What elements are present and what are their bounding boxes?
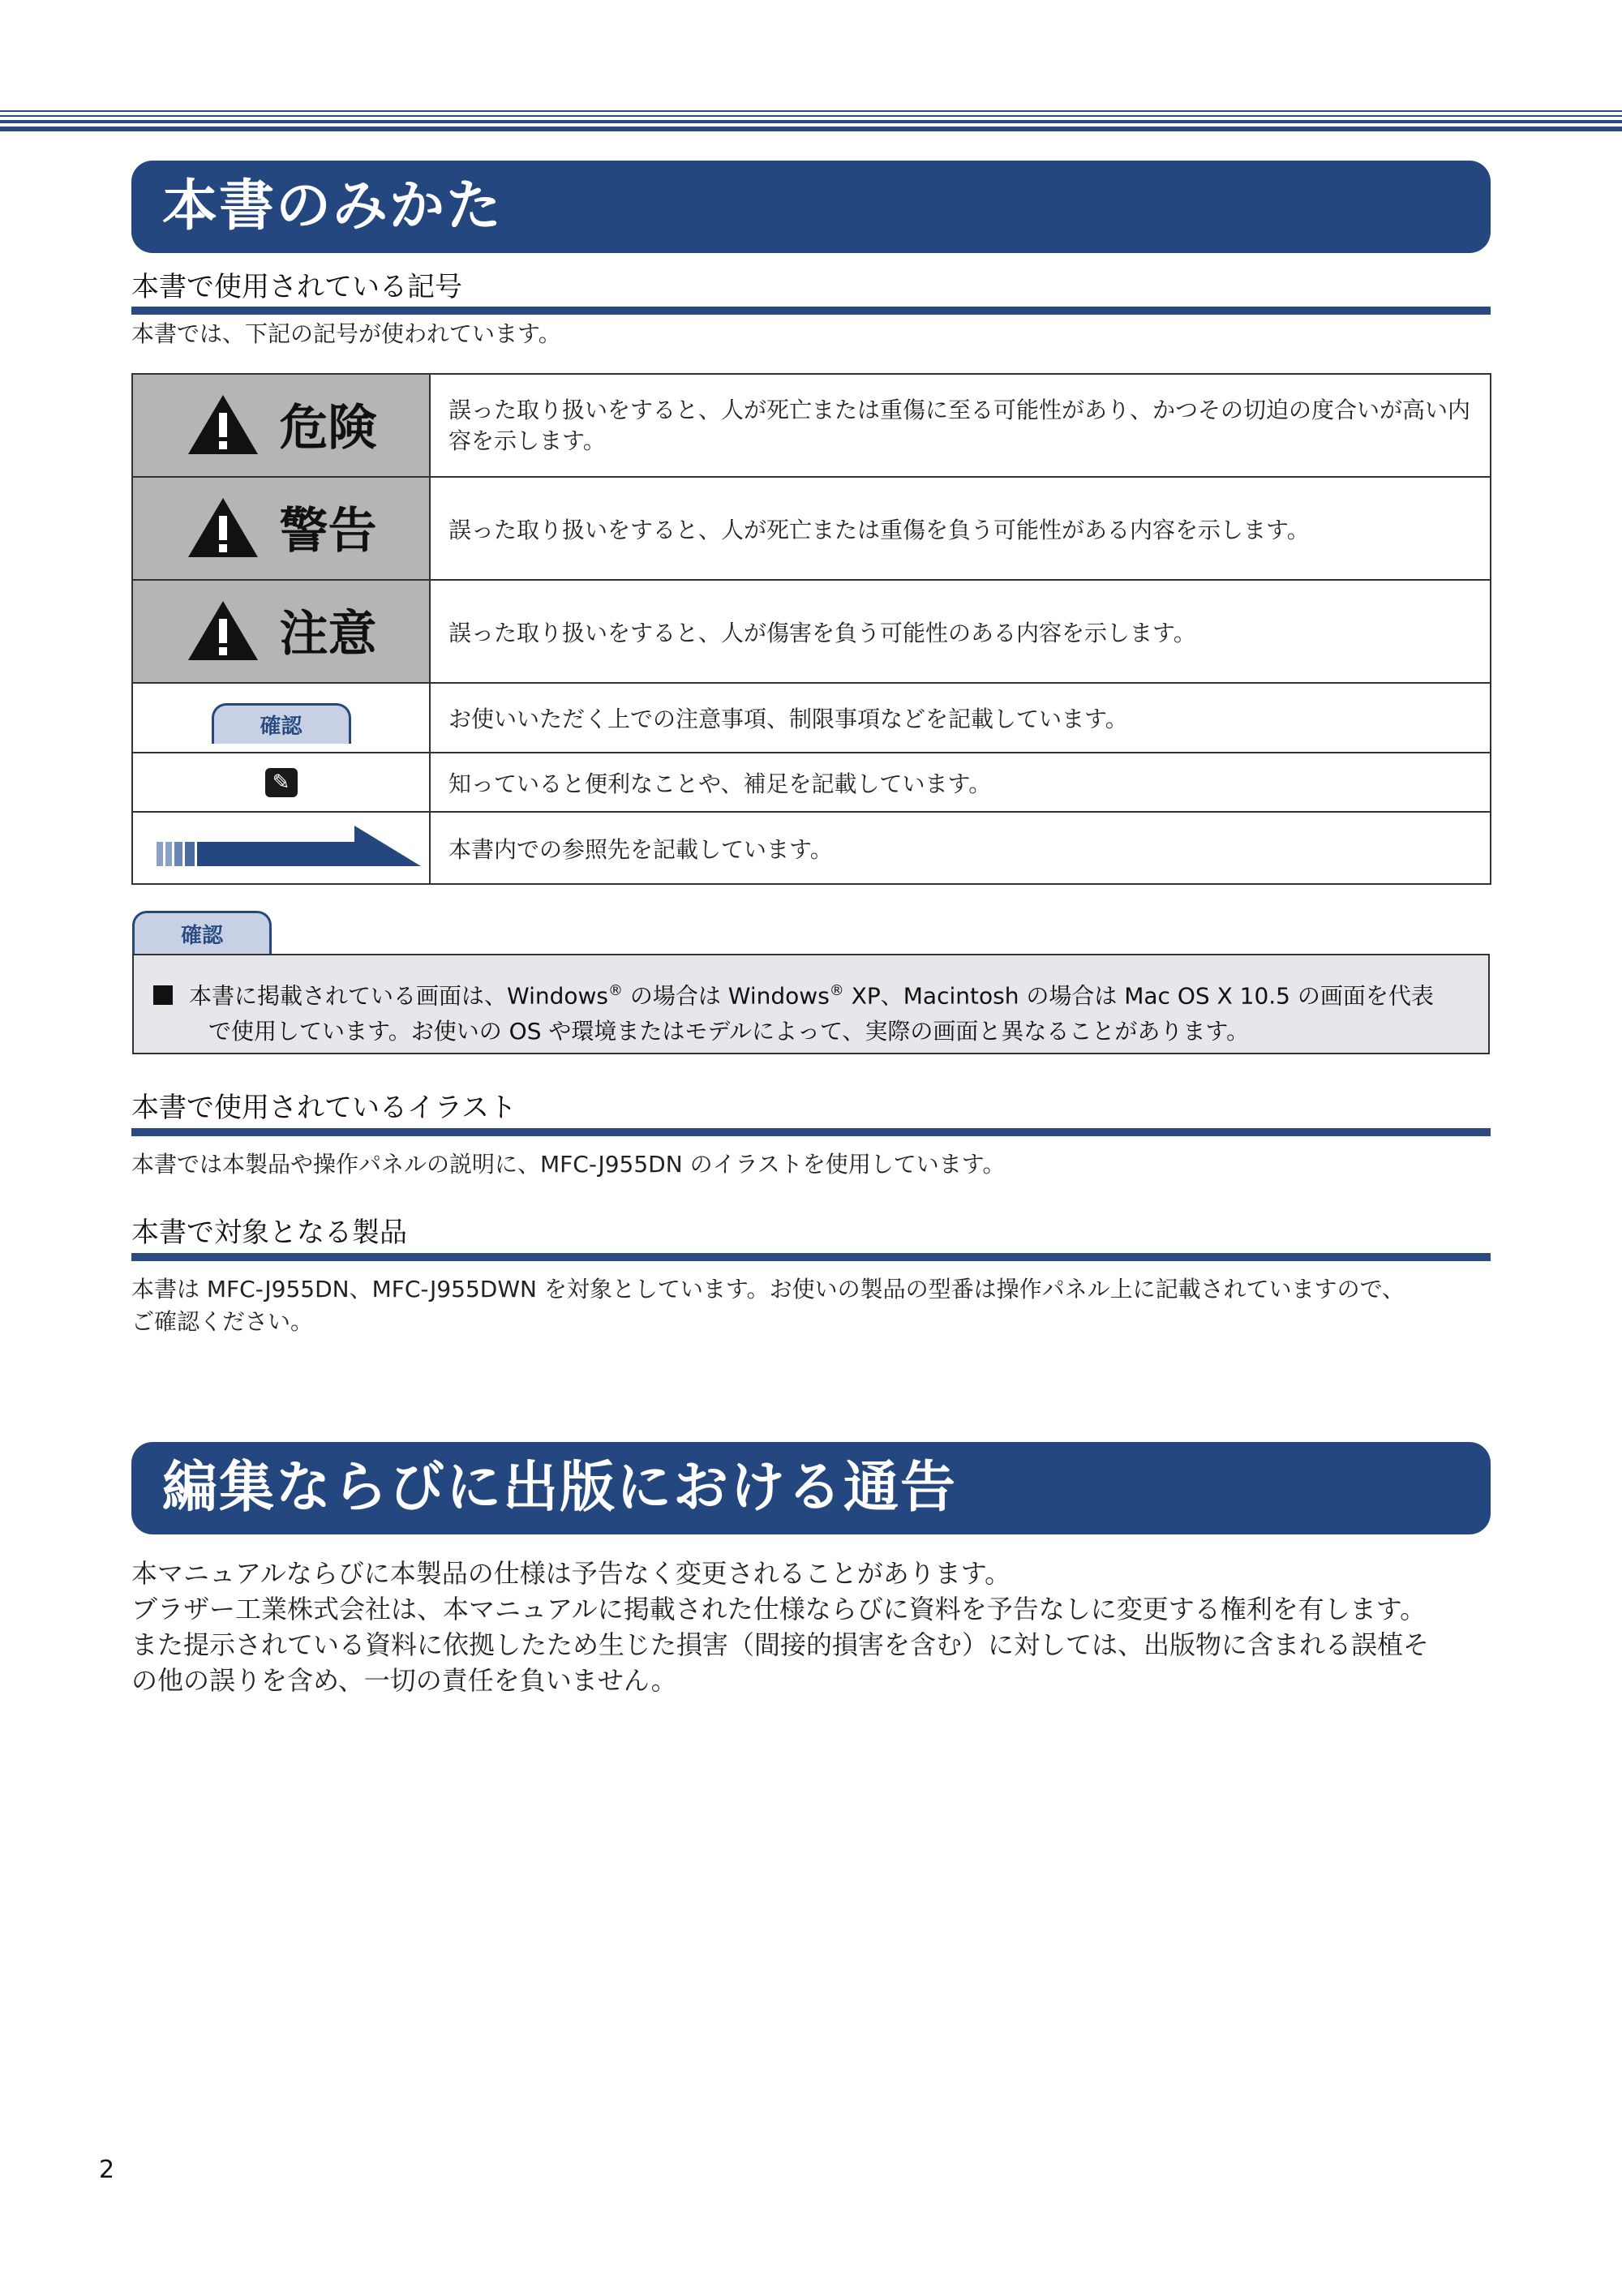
section1-intro: 本書では、下記の記号が使われています。 (131, 320, 561, 347)
section1-rule (131, 307, 1491, 315)
confirm-note-line2: で使用しています。お使いの OS や環境またはモデルによって、実際の画面と異なることがあります。 (208, 1018, 1250, 1045)
table-row (132, 374, 1491, 477)
warning-description: 誤った取り扱いをすると、人が死亡または重傷を負う可能性がある内容を示します。 (430, 477, 1491, 580)
warning-label-cell (132, 477, 430, 580)
caution-description: 誤った取り扱いをすると、人が傷害を負う可能性のある内容を示します。 (430, 580, 1491, 683)
reference-arrow-icon (135, 821, 427, 869)
table-row (132, 812, 1491, 884)
confirm-note-line1: 本書に掲載されている画面は、Windows® の場合は Windows® XP、Macintosh の場合は Mac OS X 10.5 の画面を代表 (153, 973, 1469, 1014)
warning-triangle-icon (186, 495, 260, 560)
memo-label-cell (132, 753, 430, 812)
confirm-label-cell (132, 683, 430, 753)
section2-text: 本書では本製品や操作パネルの説明に、MFC-J955DN のイラストを使用しています。 (131, 1151, 1006, 1178)
table-row (132, 683, 1491, 753)
section3-text: 本書は MFC-J955DN、MFC-J955DWN を対象としています。お使いの製品の型番は操作パネル上に記載されていますので、 ご確認ください。 (131, 1276, 1405, 1335)
section3-rule (131, 1253, 1491, 1261)
danger-label: 危険 (279, 399, 377, 457)
warning-label: 警告 (279, 502, 377, 560)
table-row (132, 753, 1491, 812)
symbol-table (131, 373, 1491, 885)
memo-description: 知っていると便利なことや、補足を記載しています。 (430, 753, 1491, 812)
memo-icon: ✎ (265, 768, 298, 797)
confirm-tab-icon: 確認 (212, 703, 351, 744)
section1-title: 本書で使用されている記号 (131, 271, 462, 303)
confirm-description: お使いいただく上での注意事項、制限事項などを記載しています。 (430, 683, 1491, 753)
warning-triangle-icon (186, 392, 260, 457)
reference-label-cell (132, 812, 430, 884)
confirm-note-box (132, 954, 1490, 1054)
danger-label-cell (132, 374, 430, 477)
title-banner-1: 本書のみかた (131, 161, 1491, 253)
section2-title: 本書で使用されているイラスト (131, 1092, 517, 1124)
warning-triangle-icon (186, 598, 260, 663)
reference-description: 本書内での参照先を記載しています。 (430, 812, 1491, 884)
square-bullet-icon (153, 985, 173, 1005)
section2-rule (131, 1128, 1491, 1136)
danger-description: 誤った取り扱いをすると、人が死亡または重傷に至る可能性があり、かつその切迫の度合いが高い内容を示します。 (430, 374, 1491, 477)
caution-label-cell (132, 580, 430, 683)
title-banner-2: 編集ならびに出版における通告 (131, 1442, 1491, 1534)
section3-title: 本書で対象となる製品 (131, 1217, 407, 1249)
page-number: 2 (99, 2156, 115, 2184)
confirm-tab: 確認 (132, 911, 272, 955)
notice-text: 本マニュアルならびに本製品の仕様は予告なく変更されることがあります。 ブラザー工業株式会社は、本マニュアルに掲載された仕様ならびに資料を予告なしに変更する権利を有します。 また提示されている資料に依拠したため生じた損害（間接的損害を含む）に対しては、出版物に含まれる誤植そ の他の誤りを含め、一切の責任を負いません。 (131, 1558, 1430, 1696)
table-row (132, 477, 1491, 580)
caution-label: 注意 (279, 605, 377, 663)
table-row (132, 580, 1491, 683)
